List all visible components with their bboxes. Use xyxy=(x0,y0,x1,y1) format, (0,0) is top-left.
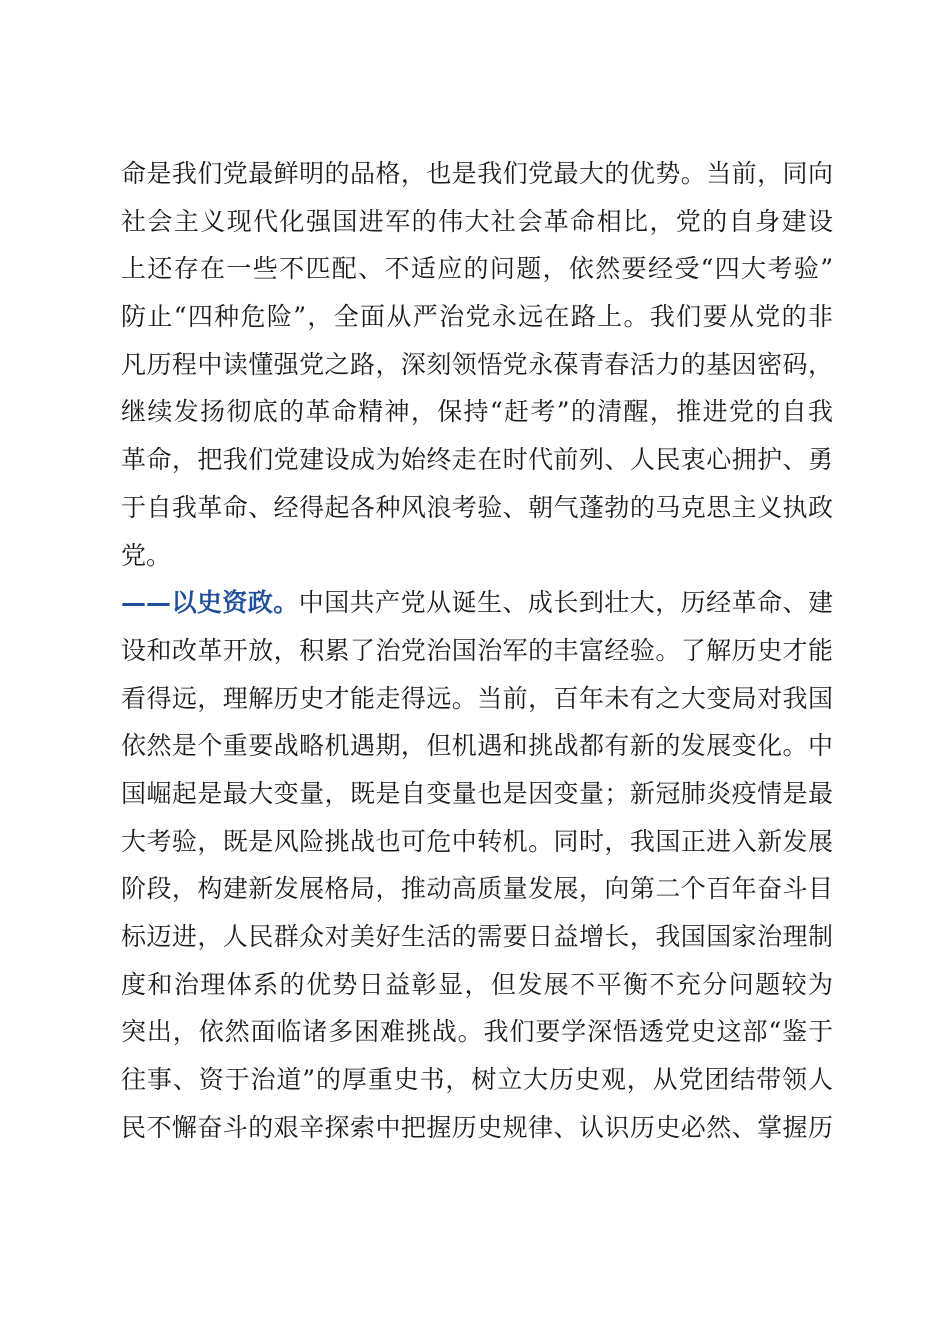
first-line-text: 中国共产党从诞生、成长到壮大，历经革命、建 xyxy=(298,588,833,618)
paragraph-line: 继续发扬彻底的革命精神，保持“赶考”的清醒，推进党的自我 xyxy=(121,397,833,427)
paragraph-line: 民不懈奋斗的艰辛探索中把握历史规律、认识历史必然、掌握历 xyxy=(121,1112,833,1142)
paragraph-line: 大考验，既是风险挑战也可危中转机。同时，我国正进入新发展 xyxy=(121,826,833,856)
paragraph-line: 看得远，理解历史才能走得远。当前，百年未有之大变局对我国 xyxy=(121,683,833,713)
paragraph-first-line xyxy=(121,579,833,627)
paragraph-1 xyxy=(121,150,833,579)
paragraph-line: 度和治理体系的优势日益彰显，但发展不平衡不充分问题较为 xyxy=(121,969,833,999)
paragraph-2 xyxy=(121,579,833,1151)
paragraph-line: 突出，依然面临诸多困难挑战。我们要学深悟透党史这部“鉴于 xyxy=(121,1017,833,1047)
paragraph-line: 往事、资于治道”的厚重史书，树立大历史观，从党团结带领人 xyxy=(121,1065,833,1095)
paragraph-line: 国崛起是最大变量，既是自变量也是因变量；新冠肺炎疫情是最 xyxy=(121,778,833,808)
paragraph-line: 社会主义现代化强国进军的伟大社会革命相比，党的自身建设 xyxy=(121,206,833,236)
paragraph-line: 上还存在一些不匹配、不适应的问题，依然要经受“四大考验” xyxy=(121,254,833,284)
paragraph-line: 依然是个重要战略机遇期，但机遇和挑战都有新的发展变化。中 xyxy=(121,731,833,761)
paragraph-line: 革命，把我们党建设成为始终走在时代前列、人民衷心拥护、勇 xyxy=(121,445,833,475)
document-body xyxy=(121,150,833,1151)
paragraph-line: 标迈进，人民群众对美好生活的需要日益增长，我国国家治理制 xyxy=(121,922,833,951)
section-heading: ——以史资政。 xyxy=(121,588,299,618)
paragraph-line: 于自我革命、经得起各种风浪考验、朝气蓬勃的马克思主义执政 xyxy=(121,492,833,522)
paragraph-line: 命是我们党最鲜明的品格，也是我们党最大的优势。当前，同向 xyxy=(121,159,833,188)
paragraph-line: 防止“四种危险”，全面从严治党永远在路上。我们要从党的非 xyxy=(121,302,833,332)
paragraph-line: 党。 xyxy=(121,540,172,570)
paragraph-line: 阶段，构建新发展格局，推动高质量发展，向第二个百年奋斗目 xyxy=(121,874,833,904)
paragraph-line: 设和改革开放，积累了治党治国治军的丰富经验。了解历史才能 xyxy=(121,635,833,665)
paragraph-line: 凡历程中读懂强党之路，深刻领悟党永葆青春活力的基因密码， xyxy=(121,349,833,379)
